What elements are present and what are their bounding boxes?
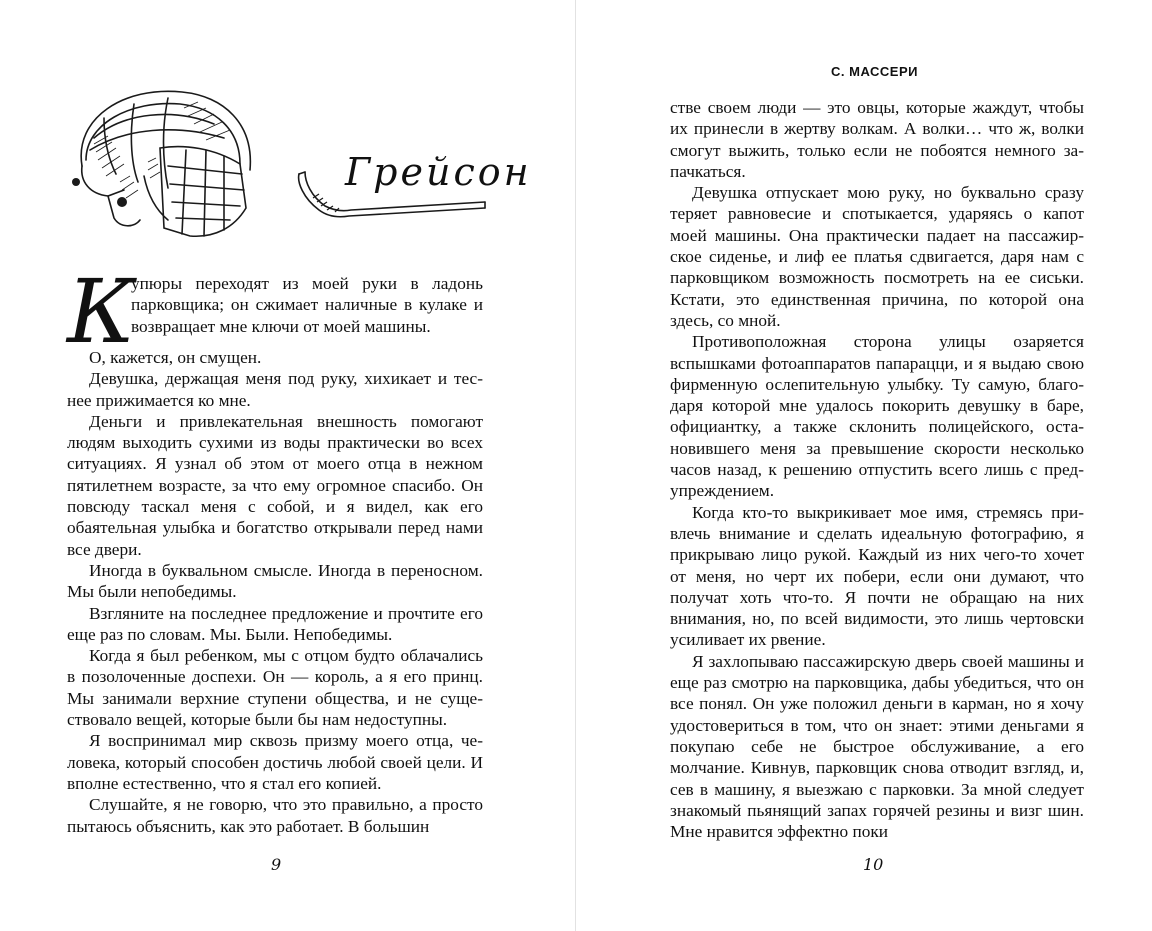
right-page bbox=[577, 0, 1152, 931]
paragraph-continuation: стве своем люди — это овцы, которые жаждут, чтобы их принесли в жертву волкам. А волки… что ж, волки смогут выжить, только если не побоятся немного запачкаться. bbox=[670, 98, 1084, 181]
chapter-title: Грейсон bbox=[345, 150, 532, 194]
paragraph: Девушка, держащая меня под руку, хихикает и теснее прижимается ко мне. bbox=[67, 369, 483, 410]
page-number: 10 bbox=[863, 855, 884, 874]
paragraph: Взгляните на последнее предложение и прочтите его еще раз по словам. Мы. Были. Непобедимы. bbox=[67, 603, 483, 644]
paragraph: Противоположная сторона улицы озаряется вспышками фотоаппаратов папарацци, и я выдаю свою фирменную ослепительную улыбку. Ту самую, благодаря которой мне удалось покорить девушку в баре, официантку, а также склонить полицейского, остановившего меня за превышение скорости несколько часов назад, к решению отпустить всего лишь с предупреждением. bbox=[670, 332, 1084, 501]
hockey-stick-icon bbox=[293, 168, 488, 220]
running-head: С. МАССЕРИ bbox=[831, 64, 918, 79]
drop-cap-text: упюры переходят из моей руки в ладонь парковщика; он сжимает наличные в кулаке и возвращает мне ключи от моей машины. bbox=[131, 274, 483, 336]
paragraph: Когда я был ребенком, мы с отцом будто облачались в позолоченные доспехи. Он — король, а я его принц. Мы занимали верхние ступени общества, и не существовало вещей, которые были бы нам недоступны. bbox=[67, 646, 483, 730]
left-body-text bbox=[67, 347, 483, 837]
paragraph: Девушка отпускает мою руку, но буквально сразу теряет равновесие и спотыкается, ударяясь о капот моей машины. Она практически падает на пассажирское сиденье, и лиф ее платья сдвигается, даря нам с парковщиком возможность посмотреть на ее сиськи. Кстати, это единственная причина, по которой она здесь, со мной. bbox=[670, 183, 1084, 330]
gutter-divider bbox=[575, 0, 576, 931]
paragraph: Я захлопываю пассажирскую дверь своей машины и еще раз смотрю на парковщика, дабы убедиться, что он все понял. Он уже положил деньги в карман, но я хочу удостовериться в том, что он знает: этими деньгами я покупаю себе не быстрое обслуживание, а его молчание. Кивнув, парковщик снова отводит взгляд, и, сев в машину, я выезжаю с парковки. За мной следует знакомый пьянящий запах горячей резины и визг шин. Мне нравится эффектно поки bbox=[670, 651, 1084, 842]
paragraph: О, кажется, он смущен. bbox=[89, 348, 262, 367]
paragraph: Иногда в буквальном смысле. Иногда в переносном. Мы были непобедимы. bbox=[67, 560, 483, 602]
right-body-text bbox=[670, 97, 1084, 842]
paragraph: Когда кто-то выкрикивает мое имя, стремясь привлечь внимание и сделать идеальную фотографию, я прикрываю лицо рукой. Каждый из них чего-то хочет от меня, но черт их побери, если они думают, что получат хоть что-то. Я почти не обращаю на них внимания, но, по всей видимости, это лишь чертовски усиливает их рвение. bbox=[670, 502, 1084, 650]
drop-cap: К bbox=[67, 260, 136, 363]
page-number: 9 bbox=[271, 855, 282, 874]
paragraph: Деньги и привлекательная внешность помогают людям выходить сухими из воды практически во всех ситуациях. Я узнал об этом от моего отца в нежном пятилетнем возрасте, за что ему огромное спасибо. Он повсюду таскал меня с собой, и я видел, как его обаятельная улыбка и богатство открывали перед нами все двери. bbox=[67, 411, 483, 559]
hockey-helmet-icon bbox=[64, 78, 264, 248]
paragraph: Я воспринимал мир сквозь призму моего отца, человека, который способен достичь любой своей цели. И вполне естественно, что я стал его копией. bbox=[67, 731, 483, 793]
paragraph: Слушайте, я не говорю, что это правильно, а просто пытаюсь объяснить, как это работает. В большин bbox=[67, 795, 483, 836]
